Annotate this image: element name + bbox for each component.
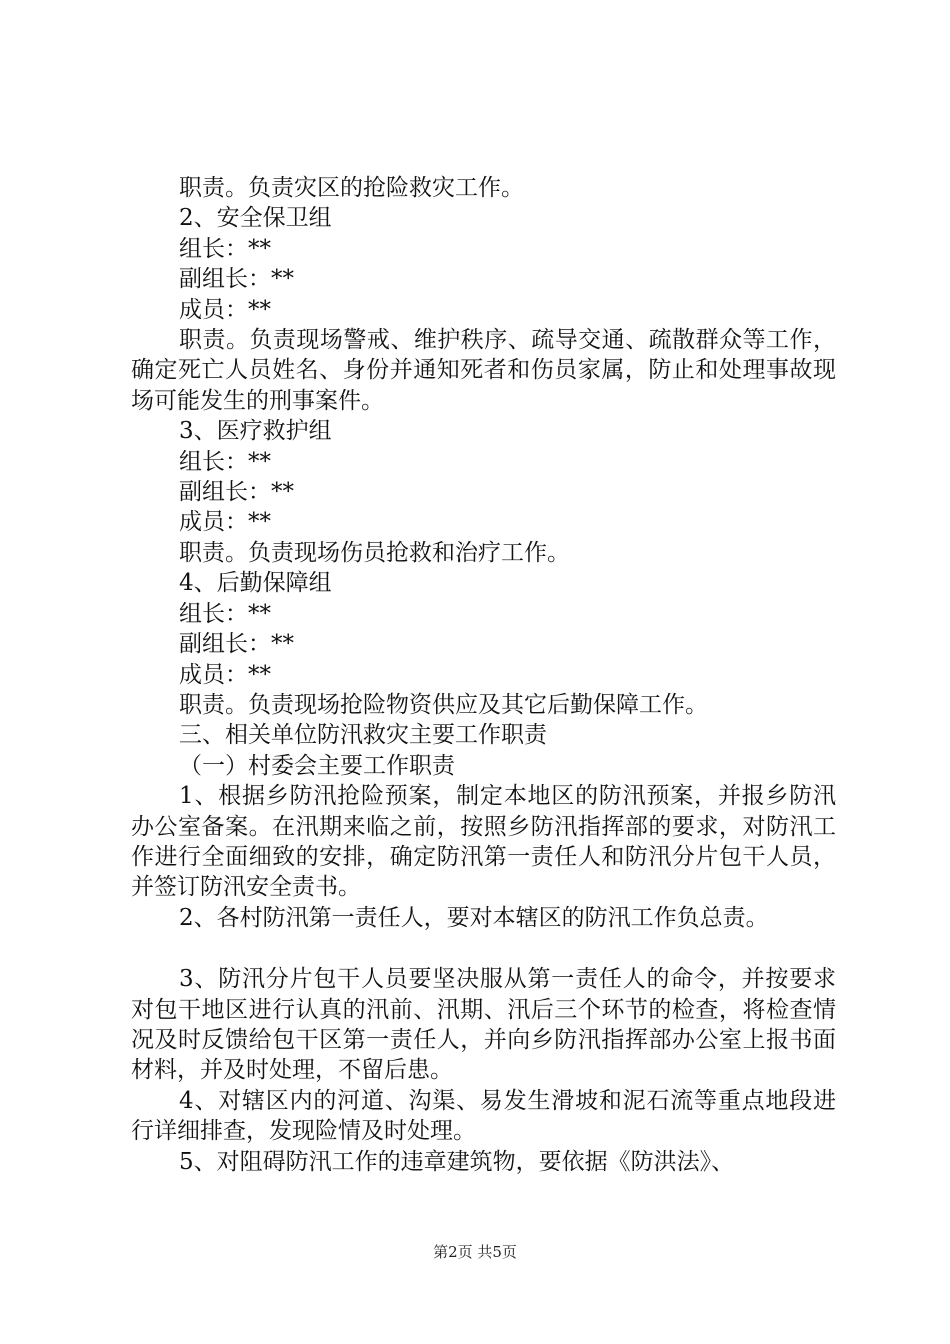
logistics-group-leader: 组长：**: [179, 600, 271, 627]
security-group-leader: 组长：**: [179, 235, 271, 262]
logistics-group-deputy: 副组长：**: [179, 631, 294, 658]
section-heading-3: 三、相关单位防汛救灾主要工作职责: [179, 722, 547, 749]
paragraph-item-3: 3、防汛分片包干人员要坚决服从第一责任人的命令，并按要求对包干地区进行认真的汛前、汛期、汛后三个环节的检查，将检查情况及时反馈给包干区第一责任人，并向乡防汛指挥部办公室上报书面材料，并及时处理，不留后患。: [131, 966, 836, 1084]
heading-security-group: 2、安全保卫组: [179, 205, 332, 232]
medical-group-duty: 职责。负责现场伤员抢救和治疗工作。: [179, 539, 570, 566]
page-footer: 第2页 共5页: [433, 1243, 517, 1261]
paragraph-item-4: 4、对辖区内的河道、沟渠、易发生滑坡和泥石流等重点地段进行详细排查，发现险情及时处理。: [131, 1087, 836, 1145]
paragraph-item-1: 1、根据乡防汛抢险预案，制定本地区的防汛预案，并报乡防汛办公室备案。在汛期来临之前，按照乡防汛指挥部的要求，对防汛工作进行全面细致的安排，确定防汛第一责任人和防汛分片包干人员，并签订防汛安全责书。: [131, 783, 836, 901]
logistics-group-members: 成员：**: [179, 661, 271, 688]
heading-medical-group: 3、医疗救护组: [179, 418, 332, 445]
logistics-group-duty: 职责。负责现场抢险物资供应及其它后勤保障工作。: [179, 691, 708, 718]
paragraph-duty-1: 职责。负责灾区的抢险救灾工作。: [179, 175, 524, 201]
subsection-heading-1: （一）村委会主要工作职责: [179, 752, 455, 779]
medical-group-members: 成员：**: [179, 509, 271, 536]
paragraph-spacer: [131, 933, 836, 964]
paragraph-item-2: 2、各村防汛第一责任人，要对本辖区的防汛工作负总责。: [179, 904, 769, 931]
document-body: [131, 173, 836, 1177]
security-group-members: 成员：**: [179, 296, 271, 323]
paragraph-item-5: 5、对阻碍防汛工作的违章建筑物，要依据《防洪法》、: [179, 1148, 735, 1175]
security-group-duty: 职责。负责现场警戒、维护秩序、疏导交通、疏散群众等工作，确定死亡人员姓名、身份并通知死者和伤员家属，防止和处理事故现场可能发生的刑事案件。: [131, 327, 836, 414]
heading-logistics-group: 4、后勤保障组: [179, 570, 332, 597]
security-group-deputy: 副组长：**: [179, 266, 294, 293]
medical-group-leader: 组长：**: [179, 448, 271, 475]
medical-group-deputy: 副组长：**: [179, 479, 294, 506]
